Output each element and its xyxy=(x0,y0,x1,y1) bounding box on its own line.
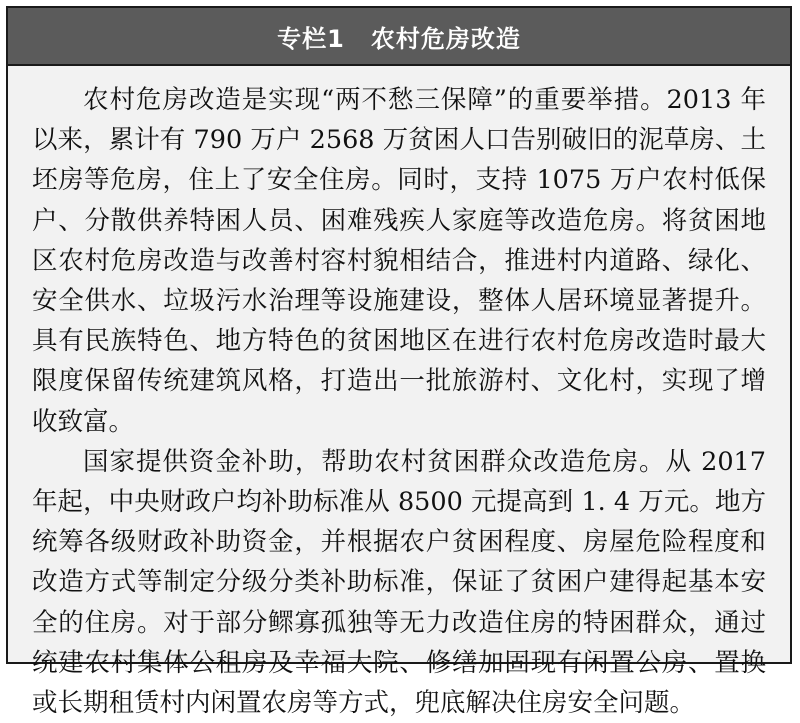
column-body xyxy=(8,66,790,723)
column-label: 专栏1 xyxy=(277,24,345,53)
paragraph-1: 农村危房改造是实现“两不愁三保障”的重要举措。2013 年以来，累计有 790 万户 2568 万贫困人口告别破旧的泥草房、土坯房等危房，住上了安全住房。同时，支持 1075 万户农村低保户、分散供养特困人员、困难残疾人家庭等改造危房。将贫困地区农村危房改造与改善村容村貌相结合，推进村内道路、绿化、安全供水、垃圾污水治理等设施建设，整体人居环境显著提升。具有民族特色、地方特色的贫困地区在进行农村危房改造时最大限度保留传统建筑风格，打造出一批旅游村、文化村，实现了增收致富。 xyxy=(32,85,766,437)
column-header xyxy=(8,8,790,66)
paragraph-2: 国家提供资金补助，帮助农村贫困群众改造危房。从 2017 年起，中央财政户均补助标准从 8500 元提高到 1. 4 万元。地方统筹各级财政补助资金，并根据农户贫困程度、房屋危险程度和改造方式等制定分级分类补助标准，保证了贫困户建得起基本安全的住房。对于部分鳏寡孤独等无力改造住房的特困群众，通过统建农村集体公租房及幸福大院、修缮加固现有闲置公房、置换或长期租赁村内闲置农房等方式，兜底解决住房安全问题。 xyxy=(32,446,766,719)
column-title xyxy=(277,19,521,54)
column-heading: 农村危房改造 xyxy=(370,24,521,53)
column-box xyxy=(6,6,792,719)
